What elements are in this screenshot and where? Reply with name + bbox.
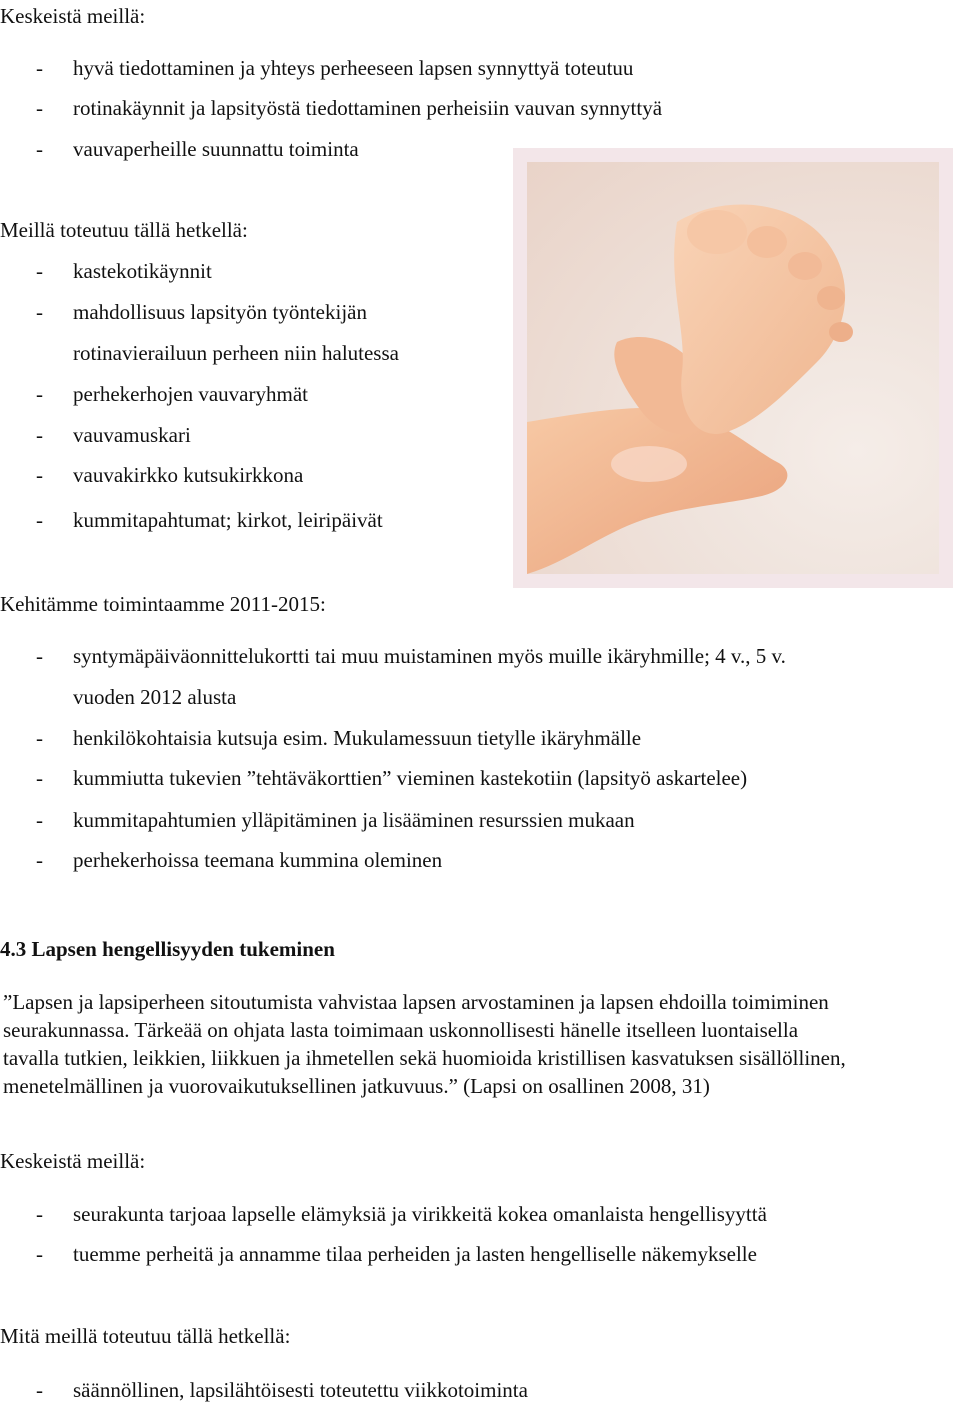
list-item <box>36 135 359 163</box>
baby-foot-photo <box>513 148 953 588</box>
list-dash: - <box>36 1202 43 1226</box>
list-item <box>36 380 308 408</box>
list-item-text: hyvä tiedottaminen ja yhteys perheeseen lapsen synnyttyä toteutuu <box>73 56 634 80</box>
list-item-text: mahdollisuus lapsityön työntekijän <box>73 300 367 324</box>
quote-line: ”Lapsen ja lapsiperheen sitoutumista vahvistaa lapsen arvostaminen ja lapsen ehdoilla toimiminen <box>3 990 829 1014</box>
list-item <box>36 846 442 874</box>
list-item-continuation: vuoden 2012 alusta <box>73 685 237 709</box>
quote-paragraph <box>3 988 953 1100</box>
section1-heading: Keskeistä meillä: <box>0 4 146 28</box>
list-dash: - <box>36 644 43 668</box>
list-dash: - <box>36 726 43 750</box>
list-item <box>36 257 212 285</box>
section3-heading: Kehitämme toimintaamme 2011-2015: <box>0 592 326 616</box>
list-dash: - <box>36 1242 43 1266</box>
list-dash: - <box>36 423 43 447</box>
list-item-text: seurakunta tarjoaa lapselle elämyksiä ja virikkeitä kokea omanlaista hengellisyyttä <box>73 1202 767 1226</box>
list-item <box>36 1376 528 1404</box>
list-item-text: rotinakäynnit ja lapsityöstä tiedottaminen perheisiin vauvan synnyttyä <box>73 96 663 120</box>
photo-image <box>527 162 939 574</box>
list-dash: - <box>36 766 43 790</box>
list-dash: - <box>36 300 43 324</box>
list-dash: - <box>36 463 43 487</box>
section6-heading: Mitä meillä toteutuu tällä hetkellä: <box>0 1324 291 1348</box>
list-item <box>36 54 633 82</box>
list-item <box>36 461 303 489</box>
list-item-text: kastekotikäynnit <box>73 259 212 283</box>
list-item-text: kummiutta tukevien ”tehtäväkorttien” vieminen kastekotiin (lapsityö askartelee) <box>73 766 748 790</box>
list-dash: - <box>36 848 43 872</box>
list-item-text: vauvakirkko kutsukirkkona <box>73 463 304 487</box>
list-item-text: vauvamuskari <box>73 423 191 447</box>
list-dash: - <box>36 137 43 161</box>
section-title: 4.3 Lapsen hengellisyyden tukeminen <box>0 937 335 961</box>
list-item-text: kummitapahtumat; kirkot, leiripäivät <box>73 508 383 532</box>
list-item <box>36 764 747 792</box>
list-item-text: vauvaperheille suunnattu toiminta <box>73 137 359 161</box>
list-item <box>36 1240 757 1268</box>
list-item <box>36 421 191 449</box>
list-item-text: säännöllinen, lapsilähtöisesti toteutettu viikkotoiminta <box>73 1378 528 1402</box>
list-dash: - <box>36 259 43 283</box>
list-item <box>36 642 786 670</box>
section2-heading: Meillä toteutuu tällä hetkellä: <box>0 218 248 242</box>
list-dash: - <box>36 382 43 406</box>
quote-line: menetelmällinen ja vuorovaikutuksellinen jatkuvuus.” (Lapsi on osallinen 2008, 31) <box>3 1074 710 1098</box>
list-dash: - <box>36 508 43 532</box>
list-item <box>36 298 367 326</box>
quote-line: tavalla tutkien, leikkien, liikkuen ja ihmetellen sekä huomioida kristillisen kasvatuksen sisällöllinen, <box>3 1046 846 1070</box>
list-item <box>36 94 662 122</box>
list-item-text: syntymäpäiväonnittelukortti tai muu muistaminen myös muille ikäryhmille; 4 v., 5 v. <box>73 644 786 668</box>
list-item-text: henkilökohtaisia kutsuja esim. Mukulamessuun tietylle ikäryhmälle <box>73 726 642 750</box>
list-item <box>36 806 635 834</box>
baby-foot-illustration <box>527 162 939 574</box>
list-dash: - <box>36 56 43 80</box>
section5-heading: Keskeistä meillä: <box>0 1149 146 1173</box>
list-item-text: kummitapahtumien ylläpitäminen ja lisääminen resurssien mukaan <box>73 808 635 832</box>
quote-line: seurakunnassa. Tärkeää on ohjata lasta toimimaan uskonnollisesti hänelle itselleen luontaisella <box>3 1018 799 1042</box>
list-item-text: perhekerhoissa teemana kummina oleminen <box>73 848 443 872</box>
list-item-text: perhekerhojen vauvaryhmät <box>73 382 308 406</box>
list-item-continuation: rotinavierailuun perheen niin halutessa <box>73 341 399 365</box>
list-item <box>36 506 383 534</box>
list-item-text: tuemme perheitä ja annamme tilaa perheiden ja lasten hengelliselle näkemykselle <box>73 1242 757 1266</box>
list-item <box>36 724 641 752</box>
list-dash: - <box>36 1378 43 1402</box>
list-item <box>36 1200 767 1228</box>
list-dash: - <box>36 96 43 120</box>
list-dash: - <box>36 808 43 832</box>
